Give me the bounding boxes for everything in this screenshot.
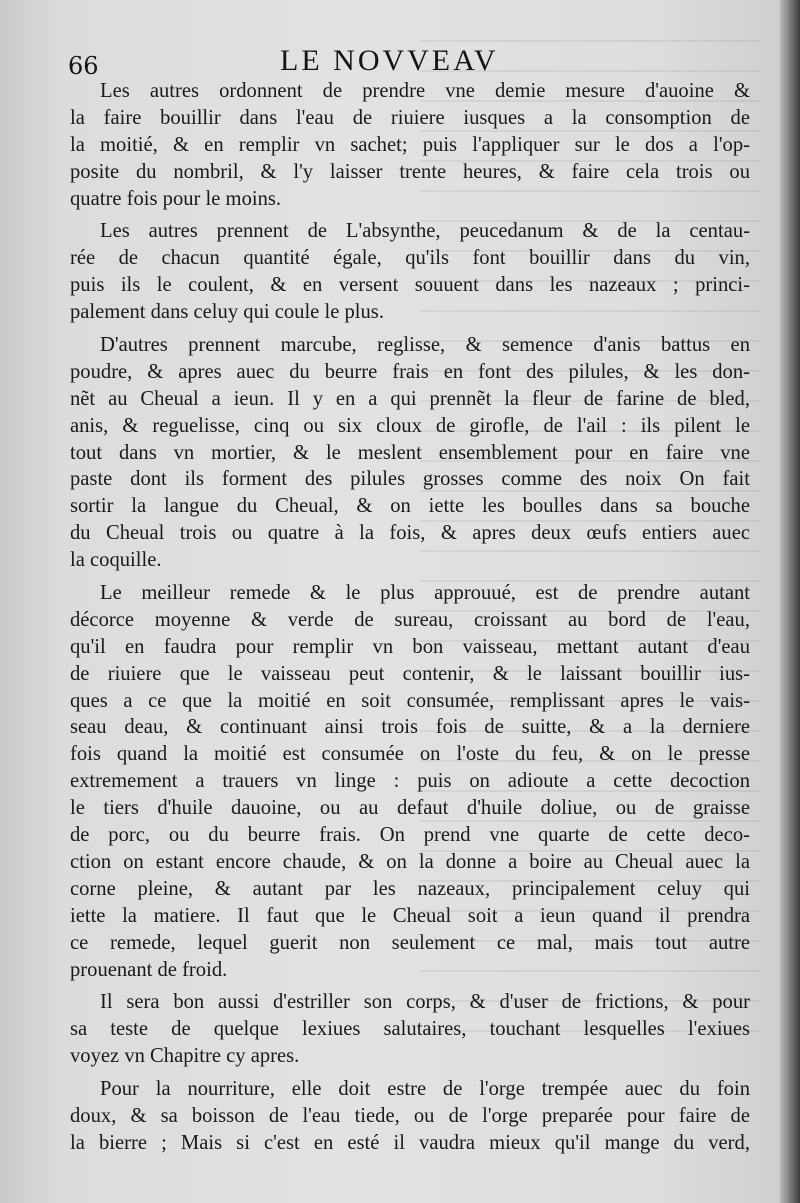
text-line: fois quand la moitié est consumée on l'oste du feu, & on le presse <box>70 743 750 766</box>
text-line: puis ils le coulent, & en versent souuent dans les nazeaux ; princi- <box>70 274 750 297</box>
text-line: Les autres ordonnent de prendre vne demie mesure d'auoine & <box>100 80 750 102</box>
text-line: qu'il en faudra pour remplir vn bon vaisseau, mettant autant d'eau <box>70 635 750 658</box>
text-line: la bierre ; Mais si c'est en esté il vaudra mieux qu'il mange du verd, <box>70 1131 750 1154</box>
text-line: de riuiere que le vaisseau peut contenir, & le laissant bouillir ius- <box>70 662 750 685</box>
body-text <box>70 78 750 1163</box>
text-line: iette la matiere. Il faut que le Cheual soit a ieun quand il prendra <box>70 904 750 927</box>
text-line: voyez vn Chapitre cy apres. <box>70 1045 300 1068</box>
text-line: nẽt au Cheual a ieun. Il y en a qui prennẽt la fleur de farine de bled, <box>70 387 750 410</box>
text-line: Pour la nourriture, elle doit estre de l'orge trempée auec du foin <box>100 1078 750 1101</box>
text-line: Le meilleur remede & le plus approuué, est de prendre autant <box>100 582 750 605</box>
paragraph <box>70 580 750 983</box>
paragraph <box>70 1076 750 1157</box>
paragraph <box>70 218 750 326</box>
text-line: Il sera bon aussi d'estriller son corps, & d'user de frictions, & pour <box>100 991 750 1014</box>
text-line: extremement a trauers vn linge : puis on adioute a cette decoction <box>70 770 750 793</box>
text-line: paste dont ils forment des pilules grosses comme des noix On fait <box>70 468 750 491</box>
page-number: 66 <box>68 52 99 80</box>
paragraph <box>70 989 750 1070</box>
text-line: corne pleine, & autant par les nazeaux, principalement celuy qui <box>70 877 750 900</box>
paragraph <box>70 332 750 574</box>
text-line: D'autres prennent marcube, reglisse, & semence d'anis battus en <box>100 334 750 357</box>
text-line: sa teste de quelque lexiues salutaires, touchant lesquelles l'exiues <box>70 1018 750 1041</box>
page-edge-shadow <box>780 0 800 1203</box>
text-line: anis, & reguelisse, cinq ou six cloux de girofle, de l'ail : ils pilent le <box>70 414 750 437</box>
text-line: Les autres prennent de L'absynthe, peucedanum & de la centau- <box>100 220 750 243</box>
text-line: posite du nombril, & l'y laisser trente heures, & faire cela trois ou <box>70 160 750 183</box>
text-line: tout dans vn mortier, & le meslent ensemblement pour en faire vne <box>70 441 750 464</box>
text-line: ques a ce que la moitié en soit consumée, remplissant apres le vais- <box>70 689 750 712</box>
text-line: du Cheual trois ou quatre à la fois, & apres deux œufs entiers auec <box>70 522 750 545</box>
text-line: palement dans celuy qui coule le plus. <box>70 301 384 324</box>
text-line: doux, & sa boisson de l'eau tiede, ou de l'orge preparée pour faire de <box>70 1104 750 1127</box>
text-line: poudre, & apres auec du beurre frais en font des pilules, & les don- <box>70 360 750 383</box>
text-line: rée de chacun quantité égale, qu'ils font bouillir dans du vin, <box>70 247 750 270</box>
text-line: la coquille. <box>70 549 162 572</box>
page-header <box>0 42 780 82</box>
text-line: quatre fois pour le moins. <box>70 187 282 210</box>
paragraph <box>70 78 750 212</box>
text-line: ce remede, lequel guerit non seulement ce mal, mais tout autre <box>70 931 750 954</box>
text-line: prouenant de froid. <box>70 958 228 981</box>
text-line: de porc, ou du beurre frais. On prend vne quarte de cette deco- <box>70 824 750 847</box>
text-line: la faire bouillir dans l'eau de riuiere iusques a la consomption de <box>70 106 750 129</box>
running-head: LE NOVVEAV <box>280 44 499 77</box>
text-line: décorce moyenne & verde de sureau, croissant au bord de l'eau, <box>70 608 750 631</box>
text-line: ction on estant encore chaude, & on la donne a boire au Cheual auec la <box>70 850 750 873</box>
text-line: le tiers d'huile dauoine, ou au defaut d'huile doliue, ou de graisse <box>70 797 750 820</box>
text-line: la moitié, & en remplir vn sachet; puis l'appliquer sur le dos a l'op- <box>70 133 750 156</box>
text-line: sortir la langue du Cheual, & on iette les boulles dans sa bouche <box>70 495 750 518</box>
text-line: seau deau, & continuant ainsi trois fois de suitte, & a la derniere <box>70 716 750 739</box>
